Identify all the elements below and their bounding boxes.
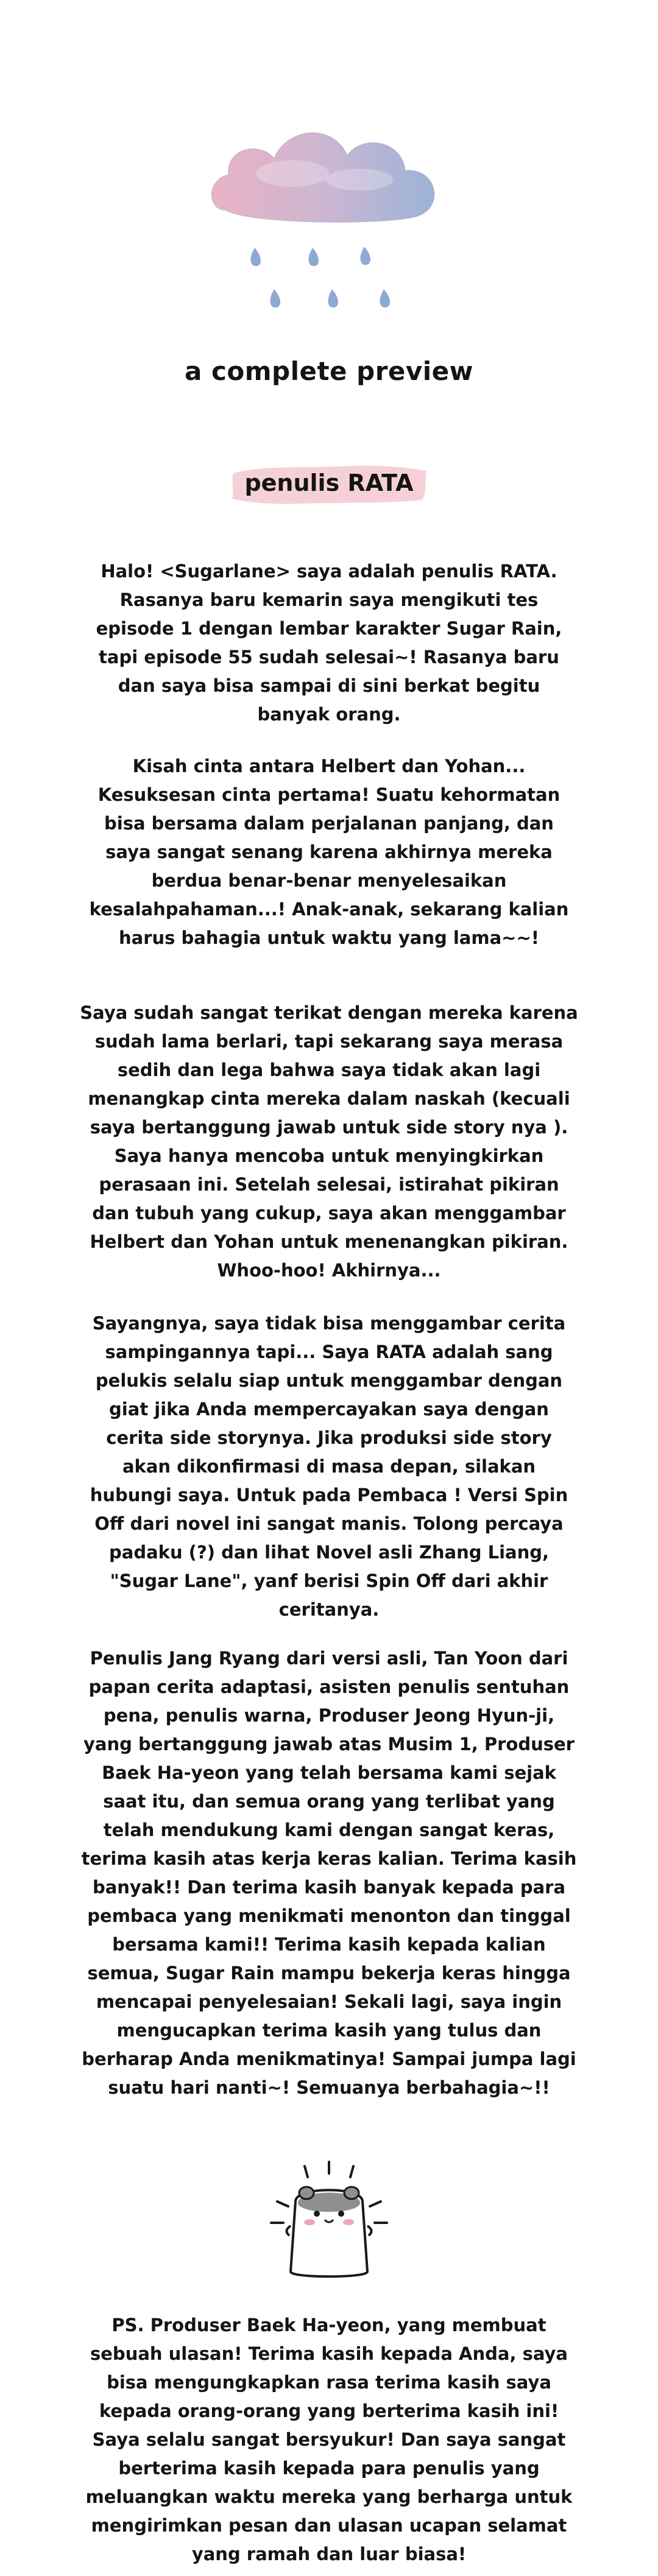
paragraph-postscript: PS. Produser Baek Ha-yeon, yang membuat sebuah ulasan! Terima kasih kepada Anda, saya bisa mengungkapkan rasa terima kasih saya kepada orang-orang yang berterima kasih ini! Saya selalu sangat bersyukur! Dan saya sangat berterima kasih kepada para penulis yang meluangkan waktu mereka yang berharga untuk mengirimkan pesan dan ulasan ucapan selamat yang ramah dan luar biasa! (85, 2315, 573, 2564)
paragraph-greeting: Halo! <Sugarlane> saya adalah penulis RATA. Rasanya baru kemarin saya mengikuti tes episode 1 dengan lembar karakter Sugar Rain, tapi episode 55 sudah selesai~! Rasanya baru dan saya bisa sampai di sini berkat begitu banyak orang. (96, 561, 562, 725)
paragraph-thanks: Penulis Jang Ryang dari versi asli, Tan Yoon dari papan cerita adaptasi, asisten penulis sentuhan pena, penulis warna, Produser Jeong Hyun-ji, yang bertanggung jawab atas Musim 1, Produser Baek Ha-yeon yang telah bersama kami sejak saat itu, dan semua orang yang terlibat yang telah mendukung kami dengan sangat keras, terima kasih atas kerja keras kalian. Terima kasih banyak!! Dan terima kasih banyak kepada para pembaca yang menikmati menonton dan tinggal bersama kami!! Terima kasih kepada kalian semua, Sugar Rain mampu bekerja keras hingga mencapai penyelesaian! Sekali lagi, saya ingin mengucapkan terima kasih yang tulus dan berharap Anda menikmatinya! Sampai jumpa lagi suatu hari nanti~! Semuanya berbahagia~!! (81, 1648, 577, 2098)
author-label: penulis RATA (244, 470, 414, 496)
preview-subtitle: a complete preview (185, 356, 473, 386)
rain-cloud-icon (201, 107, 457, 326)
hamster-icon (247, 2159, 411, 2287)
paragraph-love-story: Kisah cinta antara Helbert dan Yohan... Kesuksesan cinta pertama! Suatu kehormatan bisa bersama dalam perjalanan panjang, dan saya sangat senang karena akhirnya mereka berdua benar-benar menyelesaikan kesalahpahaman...! Anak-anak, sekarang kalian harus bahagia untuk waktu yang lama~~! (89, 756, 569, 948)
author-tag (228, 460, 430, 509)
paragraph-farewell-feelings: Saya sudah sangat terikat dengan mereka karena sudah lama berlari, tapi sekarang saya merasa sedih dan lega bahwa saya tidak akan lagi menangkap cinta mereka dalam naskah (kecuali saya bertanggung jawab untuk side story nya ). Saya hanya mencoba untuk menyingkirkan perasaan ini. Setelah selesai, istirahat pikiran dan tubuh yang cukup, saya akan menggambar Helbert dan Yohan untuk menenangkan pikiran. Whoo-hoo! Akhirnya... (80, 1002, 578, 1281)
paragraph-side-story: Sayangnya, saya tidak bisa menggambar cerita sampingannya tapi... Saya RATA adalah sang pelukis selalu siap untuk menggambar dengan giat jika Anda mempercayakan saya dengan cerita side storynya. Jika produksi side story akan dikonfirmasi di masa depan, silakan hubungi saya. Untuk pada Pembaca ! Versi Spin Off dari novel ini sangat manis. Tolong percaya padaku (?) dan lihat Novel asli Zhang Liang, "Sugar Lane", yanf berisi Spin Off dari akhir ceritanya. (90, 1313, 568, 1620)
